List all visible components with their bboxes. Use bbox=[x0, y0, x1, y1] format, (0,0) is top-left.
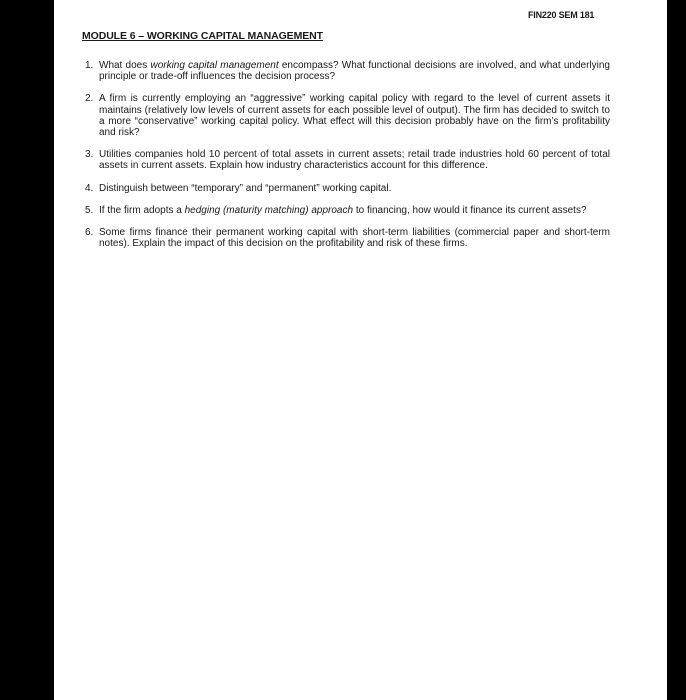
question-text: Distinguish between “temporary” and “permanent” working capital. bbox=[99, 182, 392, 194]
question-number: 2. bbox=[85, 93, 94, 105]
question-number: 1. bbox=[85, 60, 94, 71]
question-emphasis: hedging (maturity matching) approach bbox=[184, 204, 354, 216]
question-item bbox=[82, 93, 610, 138]
course-code: FIN220 SEM 181 bbox=[528, 10, 595, 20]
question-item bbox=[82, 227, 610, 249]
question-number: 6. bbox=[85, 227, 94, 239]
document-page bbox=[54, 0, 667, 700]
question-item bbox=[82, 183, 610, 194]
question-text: If the firm adopts a hedging (maturity matching) approach to financing, how would it finance its current assets? bbox=[99, 204, 587, 216]
question-text: Some firms finance their permanent working capital with short-term liabilities (commercial paper and short-term notes). Explain the impact of this decision on the profitability and risk of these firms. bbox=[99, 227, 610, 250]
question-number: 3. bbox=[85, 149, 94, 161]
question-number: 5. bbox=[85, 204, 94, 216]
question-item bbox=[82, 60, 610, 82]
module-title: MODULE 6 – WORKING CAPITAL MANAGEMENT bbox=[82, 30, 323, 42]
question-emphasis: working capital management bbox=[150, 60, 279, 71]
question-item bbox=[82, 205, 610, 216]
question-item bbox=[82, 149, 610, 171]
question-text: What does working capital management encompass? What functional decisions are involved, and what underlying principle or trade-off influences the decision process? bbox=[99, 60, 610, 83]
question-text: Utilities companies hold 10 percent of total assets in current assets; retail trade industries hold 60 percent of total assets in current assets. Explain how industry characteristics account for this difference. bbox=[99, 149, 610, 172]
question-text: A firm is currently employing an “aggressive” working capital policy with regard to the level of current assets it maintains (relatively low levels of current assets for each possible level of output). The firm has decided to switch to a more “conservative” working capital policy. What effect will this decision probably have on the firm’s profitability and risk? bbox=[99, 93, 610, 139]
question-list bbox=[82, 60, 610, 260]
question-number: 4. bbox=[85, 182, 94, 194]
